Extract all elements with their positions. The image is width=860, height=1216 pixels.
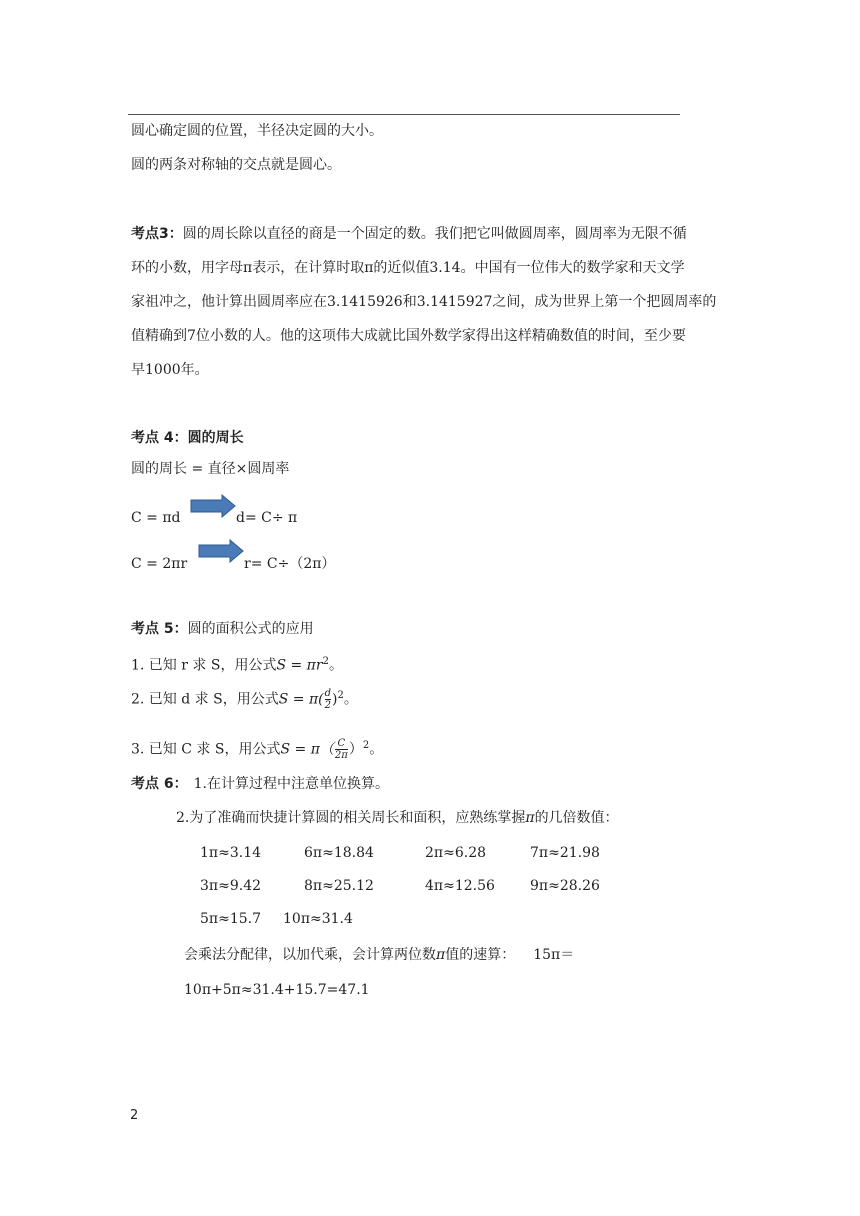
k6-distributive: 会乘法分配律，以加代乘，会计算两位数π值的速算： 15π＝ (184, 947, 575, 963)
pi-value-4: 4π≈12.56 (425, 878, 495, 894)
k4-f1-right: d= C÷ π (236, 510, 298, 526)
fraction-c-over-2pi: $\frac{C}{2\pi}$ (334, 738, 348, 762)
intro-line-1: 圆心确定圆的位置，半径决定圆的大小。 (131, 123, 383, 139)
right-arrow-icon (190, 494, 236, 518)
pi-value-7: 7π≈21.98 (530, 845, 600, 861)
k5-item-1: 1. 已知 r 求 S，用公式$S = \pi r^2$。 (131, 656, 343, 674)
intro-line-2: 圆的两条对称轴的交点就是圆心。 (131, 157, 341, 173)
k6-item-2: 2.为了准确而快捷计算圆的相关周长和面积，应熟练掌握π的几倍数值： (176, 810, 619, 826)
fraction-d-over-2: $\frac{d}{2}$ (324, 688, 332, 712)
k4-f2-left: C = 2πr (131, 556, 188, 572)
k5-item-3: 3. 已知 C 求 S，用公式S = π（ $\frac{C}{2\pi}$ ）$^2$。 (131, 738, 384, 762)
k3-line-3: 家祖冲之，他计算出圆周率应在3.1415926和3.1415927之间，成为世界上第一个把圆周率的 (131, 294, 717, 310)
k5-item-2: 2. 已知 d 求 S，用公式S = π( $\frac{d}{2}$ )$^2$。 (131, 688, 358, 712)
pi-value-1: 1π≈3.14 (200, 845, 262, 861)
k3-label: 考点3： (131, 226, 183, 242)
pi-value-5: 5π≈15.7 (200, 911, 262, 927)
k5-label: 考点 5： (131, 621, 188, 637)
pi-value-9: 9π≈28.26 (530, 878, 600, 894)
pi-value-2: 2π≈6.28 (425, 845, 487, 861)
k4-label: 考点 4：圆的周长 (131, 430, 244, 446)
k3-line-5: 早1000年。 (131, 362, 209, 378)
k4-f1-left: C = πd (131, 510, 181, 526)
k4-formula: 圆的周长 = 直径×圆周率 (131, 461, 290, 477)
k5-heading (131, 619, 314, 639)
pi-value-3: 3π≈9.42 (200, 878, 262, 894)
right-arrow-icon (198, 539, 244, 563)
k3-line-4: 值精确到7位小数的人。他的这项伟大成就比国外数学家得出这样精确数值的时间，至少要 (131, 328, 686, 344)
pi-value-6: 6π≈18.84 (304, 845, 374, 861)
k3-line-2: 环的小数，用字母π表示，在计算时取π的近似值3.14。中国有一位伟大的数学家和天文学 (131, 260, 685, 276)
k3-line-1: 考点3：圆的周长除以直径的商是一个固定的数。我们把它叫做圆周率，圆周率为无限不循 (131, 226, 687, 242)
header-rule (128, 114, 680, 115)
k4-f2-right: r= C÷（2π） (244, 556, 336, 572)
k6-label: 考点 6： (131, 776, 188, 792)
k5-title: 圆的面积公式的应用 (187, 621, 314, 637)
k6-distributive-result: 10π+5π≈31.4+15.7=47.1 (184, 982, 370, 998)
k6-line-1: 考点 6： 1.在计算过程中注意单位换算。 (131, 776, 389, 792)
pi-value-8: 8π≈25.12 (304, 878, 374, 894)
page-number: 2 (130, 1108, 139, 1123)
pi-value-10: 10π≈31.4 (283, 911, 353, 927)
